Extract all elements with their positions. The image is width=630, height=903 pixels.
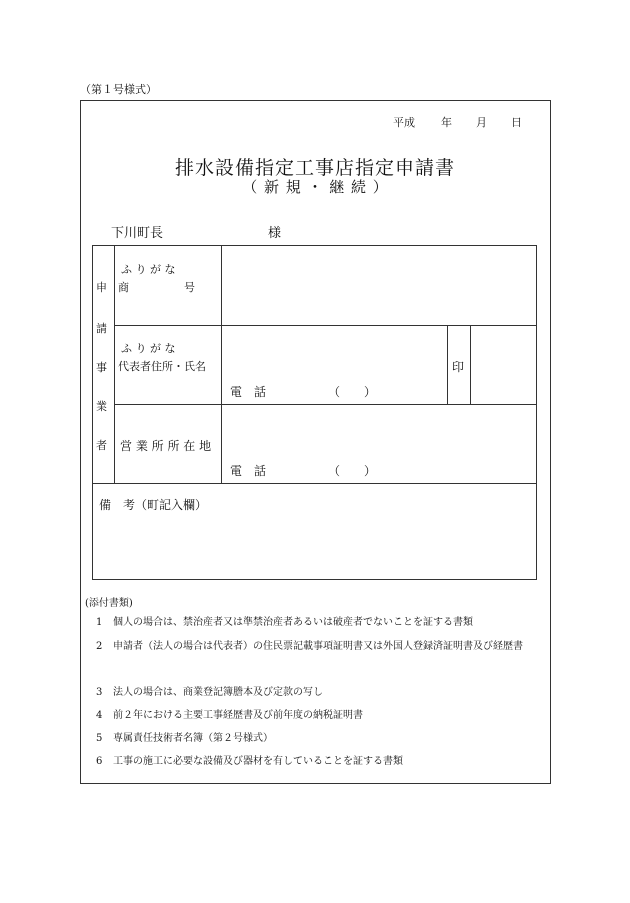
- attachment-text: 法人の場合は、商業登記簿謄本及び定款の写し: [113, 687, 323, 698]
- attachment-item: [96, 682, 546, 704]
- column-divider: [114, 246, 115, 483]
- attachments-heading: (添付書類): [85, 598, 133, 609]
- side-label-char: 請: [96, 322, 107, 335]
- date-year: 年: [441, 116, 452, 129]
- attachment-text: 専属責任技術者名簿（第２号様式）: [113, 733, 273, 744]
- row-divider: [93, 483, 537, 484]
- representative-label: 代表者住所・氏名: [118, 360, 206, 373]
- date-month: 月: [476, 116, 487, 129]
- attachment-number: 4: [96, 710, 103, 721]
- office-phone-parens: （ ）: [328, 464, 377, 478]
- date-day: 日: [511, 116, 522, 129]
- representative-field[interactable]: [222, 326, 447, 376]
- attachment-text: 工事の施工に必要な設備及び器材を有していることを証する書類: [113, 756, 403, 767]
- trade-name-label: 商 号: [118, 281, 195, 294]
- attachment-item: [96, 705, 546, 727]
- seal-box[interactable]: [471, 326, 537, 404]
- column-divider: [447, 325, 448, 404]
- honorific: 様: [268, 226, 282, 241]
- attachment-text: 申請者（法人の場合は代表者）の住民票記載事項証明書又は外国人登録済証明書及び経歴書: [113, 641, 523, 652]
- attachment-number: 2: [96, 641, 103, 652]
- trade-name-field[interactable]: [222, 246, 537, 325]
- attachment-number: 6: [96, 756, 103, 767]
- attachment-number: 5: [96, 733, 103, 744]
- office-address-label: 営 業 所 所 在 地: [120, 439, 212, 453]
- attachment-item: [96, 636, 546, 680]
- office-phone-label: 電 話: [230, 464, 267, 478]
- attachment-text: 前２年における主要工事経歴書及び前年度の納税証明書: [113, 710, 363, 721]
- representative-phone-label: 電 話: [230, 385, 267, 399]
- remarks-field[interactable]: [93, 516, 537, 579]
- application-table: [92, 245, 537, 580]
- date-era: 平成: [393, 116, 415, 129]
- addressee: 下川町長: [111, 226, 164, 241]
- document-title: 排水設備指定工事店指定申請書: [174, 157, 455, 179]
- side-label-char: 業: [96, 400, 107, 413]
- document-subtitle: （ 新 規 ・ 継 続 ）: [242, 178, 388, 196]
- seal-label: 印: [452, 360, 465, 374]
- form-number: （第１号様式）: [80, 83, 157, 96]
- office-address-field[interactable]: [222, 405, 537, 455]
- representative-phone-parens: （ ）: [328, 385, 377, 399]
- attachment-text: 個人の場合は、禁治産者又は準禁治産者あるいは破産者でないことを証する書類: [113, 617, 473, 628]
- attachment-item: [96, 728, 546, 750]
- side-label-char: 事: [96, 361, 107, 374]
- attachment-number: 3: [96, 687, 103, 698]
- remarks-label: 備 考（町記入欄）: [99, 498, 208, 512]
- attachment-number: 1: [96, 617, 103, 628]
- side-label-char: 者: [96, 439, 107, 452]
- representative-furigana: ふ り が な: [121, 342, 176, 355]
- side-label-char: 申: [96, 281, 107, 294]
- trade-name-furigana: ふ り が な: [121, 263, 176, 276]
- attachment-item: [96, 751, 546, 773]
- attachment-item: [96, 612, 546, 634]
